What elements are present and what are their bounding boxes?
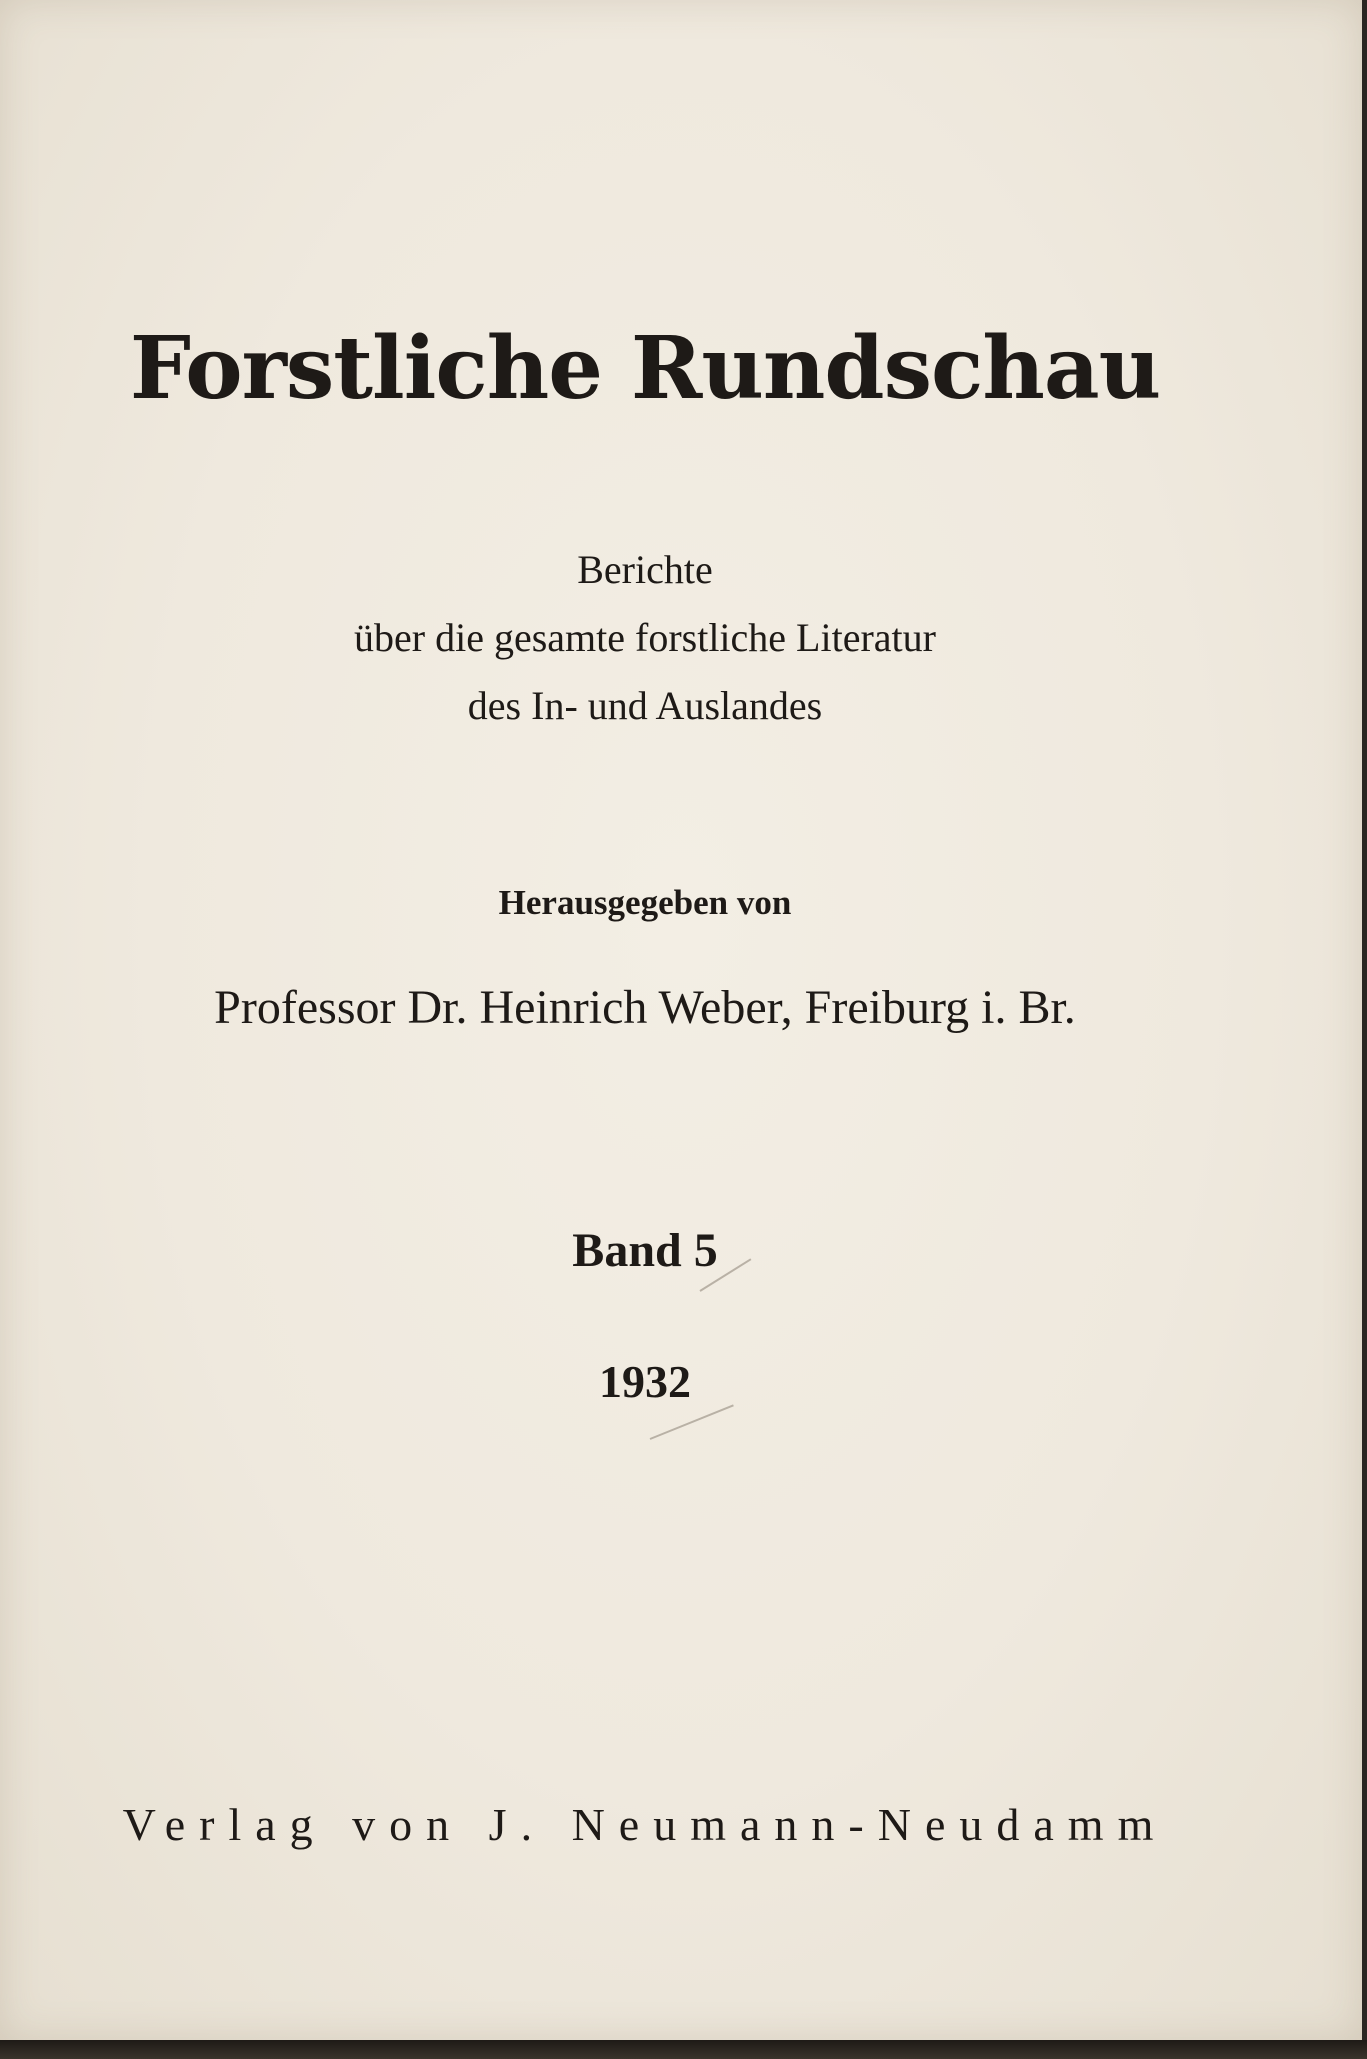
subtitle-line-1: Berichte xyxy=(577,547,713,592)
subtitle-line-3: des In- und Auslandes xyxy=(467,683,823,728)
publication-year: 1932 xyxy=(599,1356,691,1407)
book-title: Forstliche Rundschau xyxy=(129,318,1161,419)
editor-label: Herausgegeben von xyxy=(498,883,792,922)
editor-name: Professor Dr. Heinrich Weber, Freiburg i. Br. xyxy=(214,981,1076,1034)
publisher-line: Verlag von J. Neumann-Neudamm xyxy=(122,1799,1168,1850)
book-edge xyxy=(0,2040,1367,2059)
volume-number: Band 5 xyxy=(572,1224,718,1277)
subtitle-line-2: über die gesamte forstliche Literatur xyxy=(354,615,936,660)
pencil-mark xyxy=(650,1404,734,1440)
